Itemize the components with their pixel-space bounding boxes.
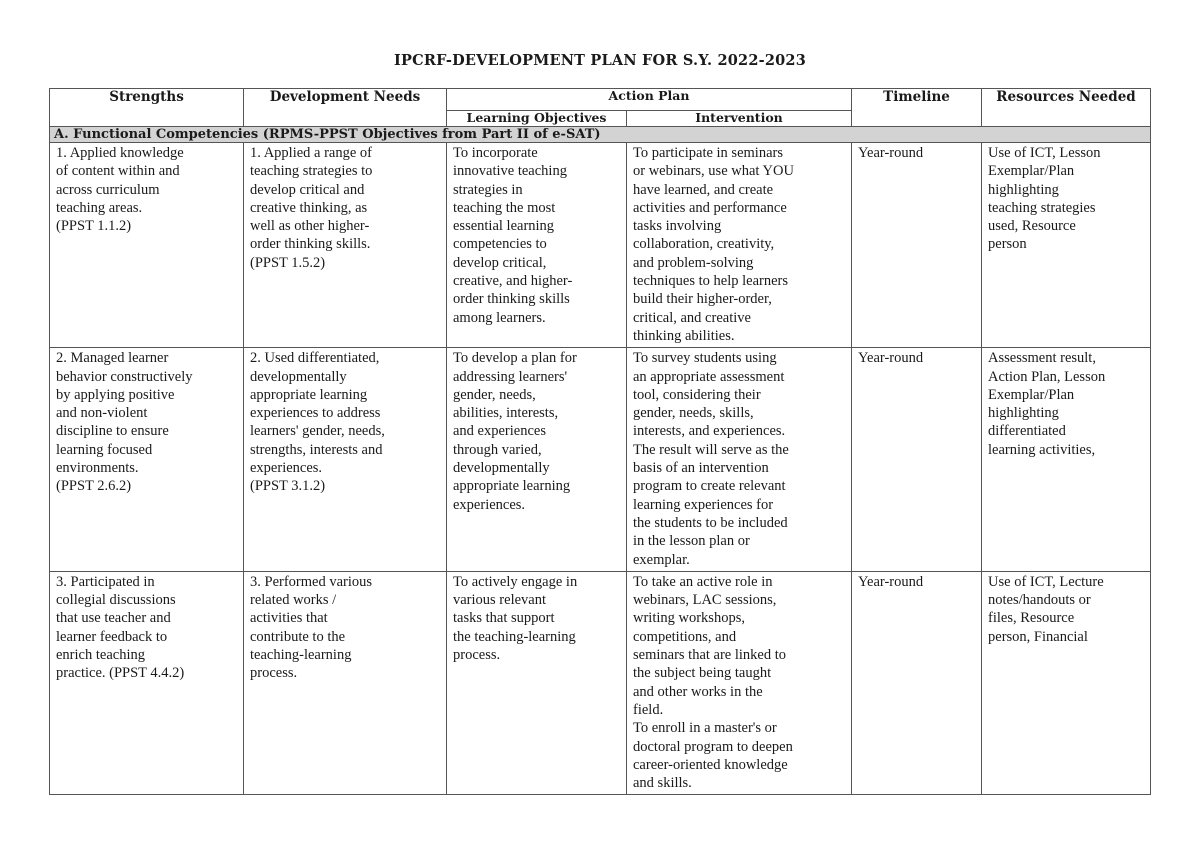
development-need-cell: 1. Applied a range of teaching strategies to develop critical and creative thinking, as well as other higher- order thinking skills. (PPST 1.5.2) xyxy=(244,143,447,348)
timeline-cell: Year-round xyxy=(852,143,982,348)
strength-cell: 3. Participated in collegial discussions that use teacher and learner feedback to enrich teaching practice. (PPST 4.4.2) xyxy=(50,571,244,795)
table-row xyxy=(50,348,1151,572)
header-timeline: Timeline xyxy=(852,89,982,127)
development-need-cell: 3. Performed various related works / activities that contribute to the teaching-learning process. xyxy=(244,571,447,795)
development-plan-table xyxy=(49,88,1151,795)
intervention-cell: To survey students using an appropriate assessment tool, considering their gender, needs, skills, interests, and experiences. The result will serve as the basis of an intervention program to create relevant learning experiences for the students to be included in the lesson plan or exemplar. xyxy=(627,348,852,572)
header-strengths: Strengths xyxy=(50,89,244,127)
timeline-cell: Year-round xyxy=(852,348,982,572)
intervention-cell: To participate in seminars or webinars, use what YOU have learned, and create activities and performance tasks involving collaboration, creativity, and problem-solving techniques to help learners build their higher-order, critical, and creative thinking abilities. xyxy=(627,143,852,348)
strength-cell: 1. Applied knowledge of content within and across curriculum teaching areas. (PPST 1.1.2) xyxy=(50,143,244,348)
section-functional-competencies: A. Functional Competencies (RPMS-PPST Objectives from Part II of e-SAT) xyxy=(50,127,1151,143)
learning-objective-cell: To actively engage in various relevant tasks that support the teaching-learning process. xyxy=(447,571,627,795)
header-intervention: Intervention xyxy=(627,111,852,127)
header-learning-objectives: Learning Objectives xyxy=(447,111,627,127)
development-need-cell: 2. Used differentiated, developmentally appropriate learning experiences to address learners' gender, needs, strengths, interests and experiences. (PPST 3.1.2) xyxy=(244,348,447,572)
timeline-cell: Year-round xyxy=(852,571,982,795)
table-row xyxy=(50,143,1151,348)
resources-cell: Use of ICT, Lesson Exemplar/Plan highlighting teaching strategies used, Resource person xyxy=(982,143,1151,348)
learning-objective-cell: To develop a plan for addressing learners' gender, needs, abilities, interests, and experiences through varied, developmentally appropriate learning experiences. xyxy=(447,348,627,572)
learning-objective-cell: To incorporate innovative teaching strategies in teaching the most essential learning competencies to develop critical, creative, and higher- order thinking skills among learners. xyxy=(447,143,627,348)
header-development-needs: Development Needs xyxy=(244,89,447,127)
header-resources-needed: Resources Needed xyxy=(982,89,1151,127)
strength-cell: 2. Managed learner behavior constructively by applying positive and non-violent discipline to ensure learning focused environments. (PPST 2.6.2) xyxy=(50,348,244,572)
table-row xyxy=(50,571,1151,795)
page-title: IPCRF-DEVELOPMENT PLAN FOR S.Y. 2022-2023 xyxy=(394,52,806,69)
intervention-cell: To take an active role in webinars, LAC sessions, writing workshops, competitions, and seminars that are linked to the subject being taught and other works in the field. To enroll in a master's or doctoral program to deepen career-oriented knowledge and skills. xyxy=(627,571,852,795)
resources-cell: Use of ICT, Lecture notes/handouts or files, Resource person, Financial xyxy=(982,571,1151,795)
resources-cell: Assessment result, Action Plan, Lesson Exemplar/Plan highlighting differentiated learning activities, xyxy=(982,348,1151,572)
header-action-plan: Action Plan xyxy=(447,89,852,111)
